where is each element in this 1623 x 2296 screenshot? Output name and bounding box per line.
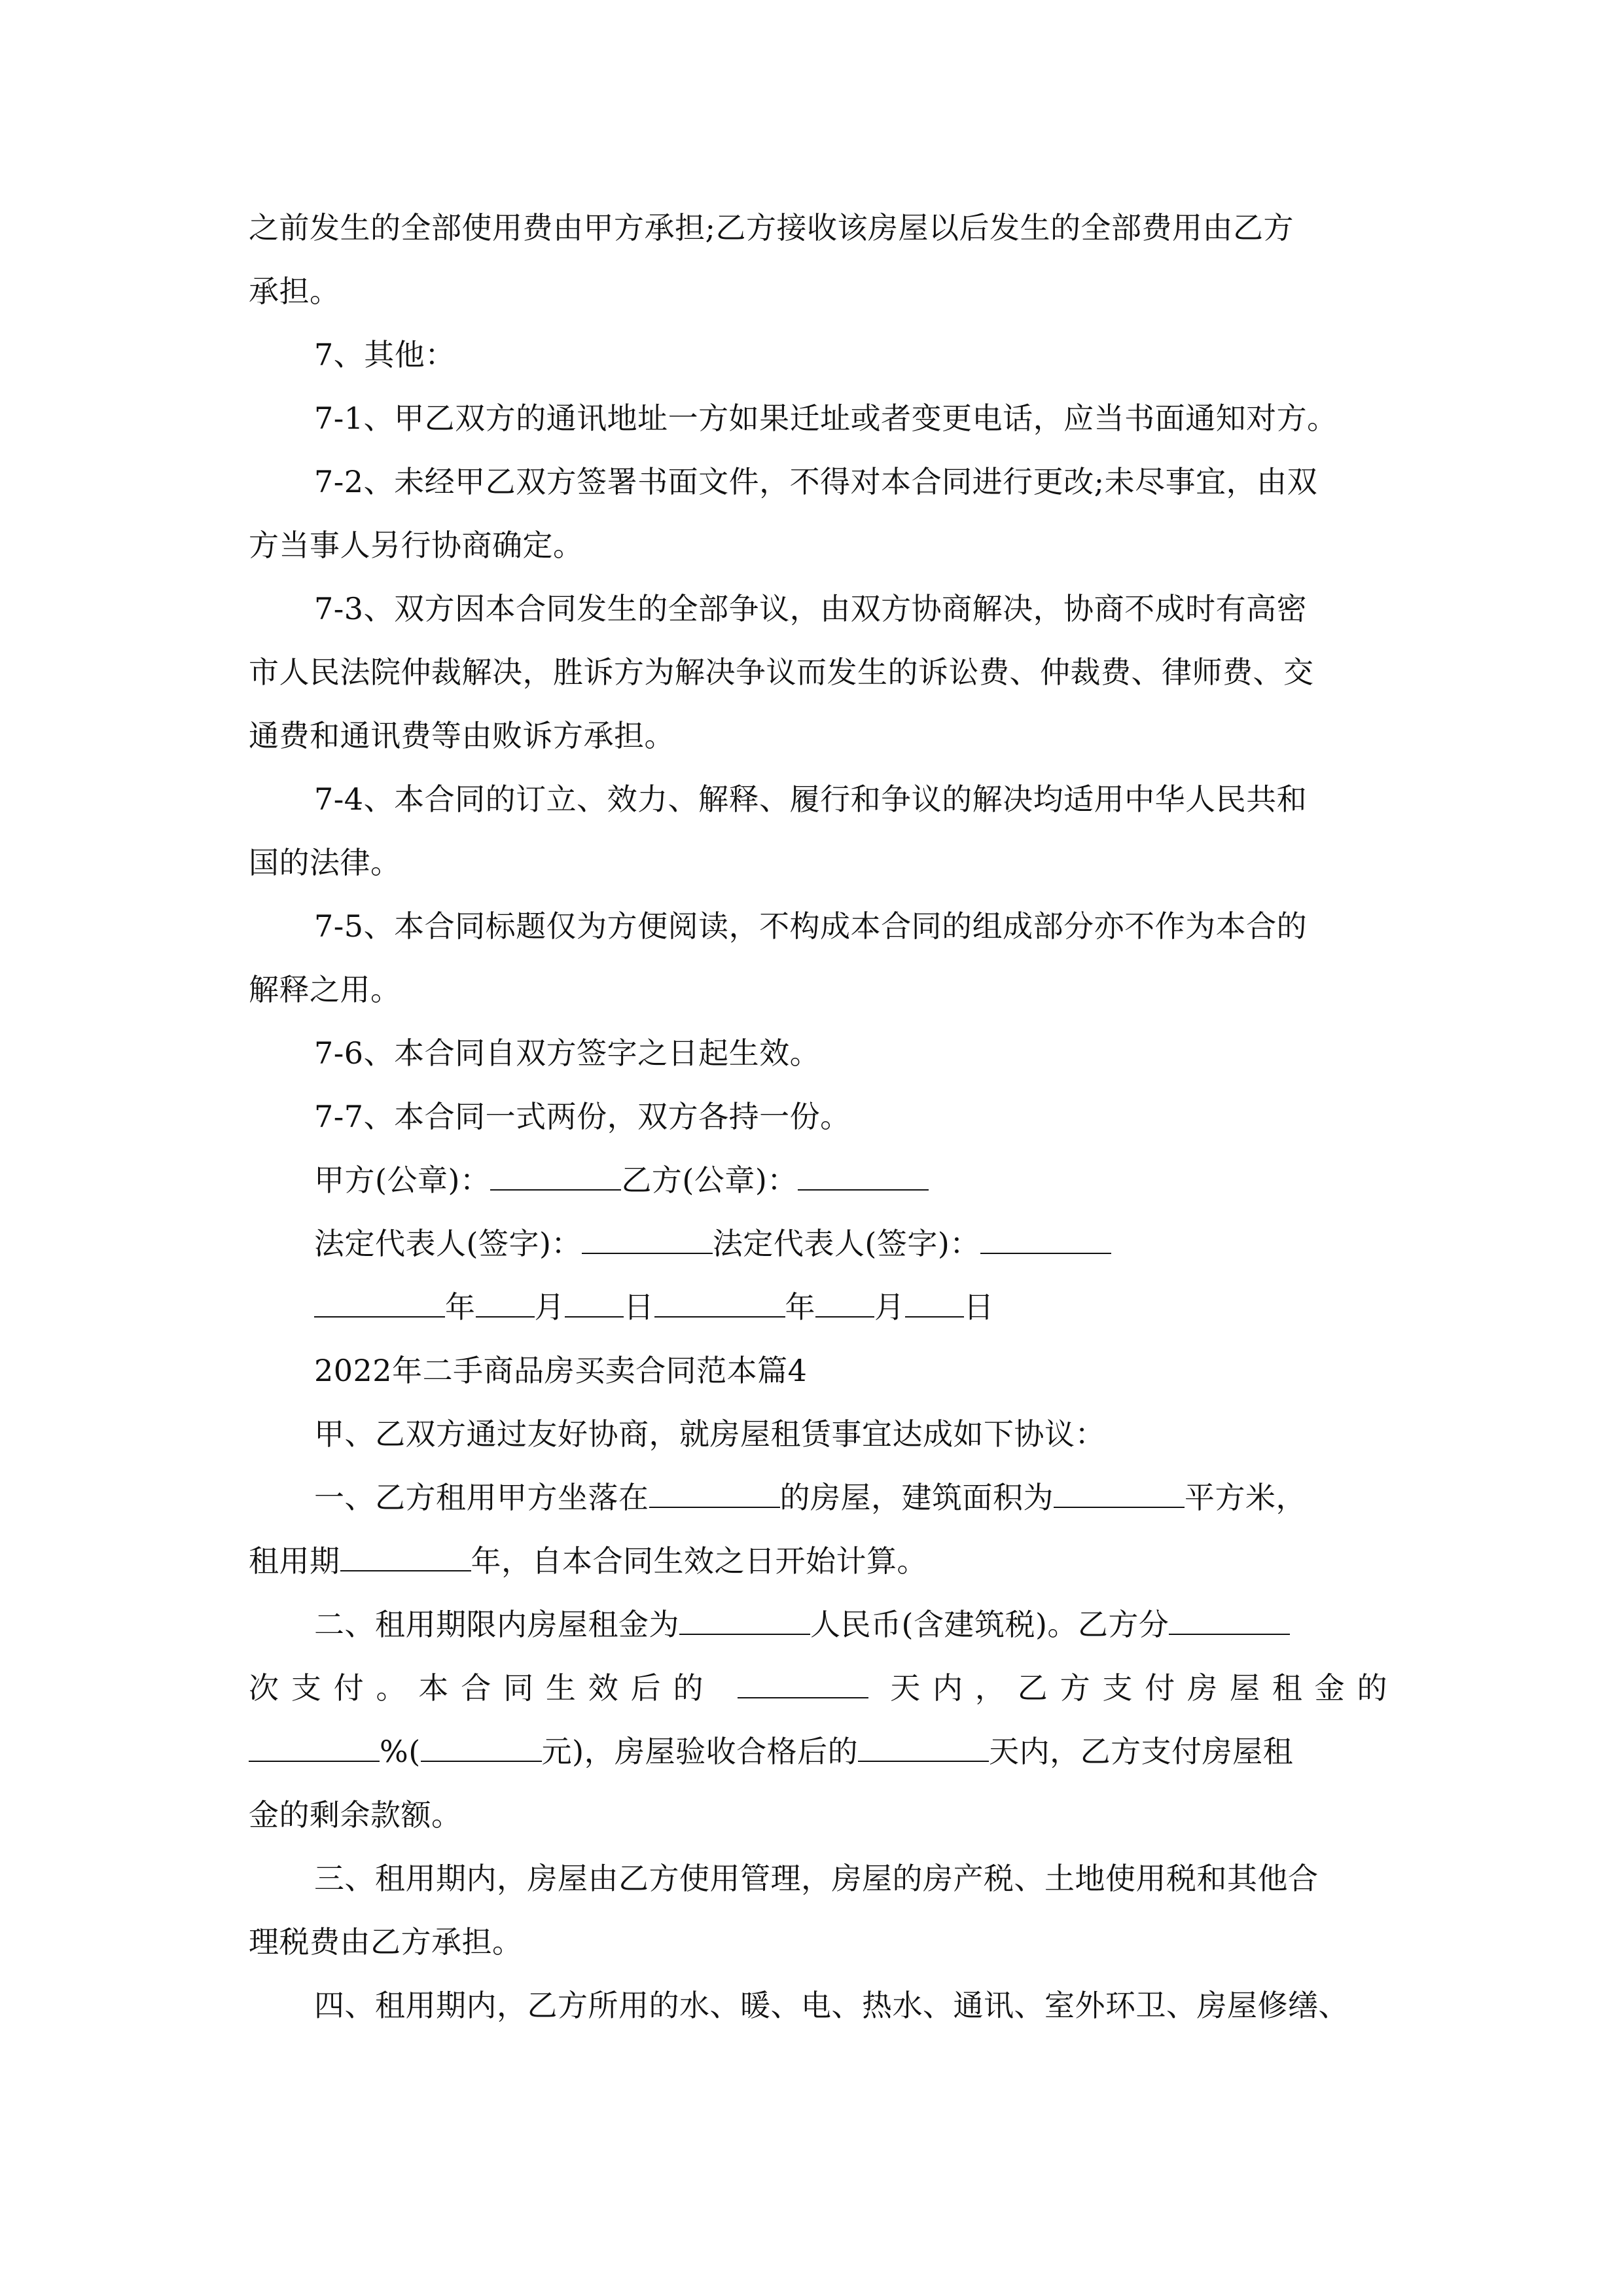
year-blank[interactable] <box>654 1290 785 1318</box>
party-b-seal-blank[interactable] <box>798 1163 929 1191</box>
year-label: 年 <box>785 1289 815 1325</box>
clause-1-line <box>249 1530 1387 1593</box>
clause-2-line <box>249 1593 1387 1657</box>
clause-text: %( <box>380 1734 421 1769</box>
clause-text: 年，自本合同生效之日开始计算。 <box>471 1543 927 1579</box>
rent-amount-blank[interactable] <box>679 1607 810 1635</box>
term-years-blank[interactable] <box>340 1544 471 1571</box>
month-label: 月 <box>874 1289 905 1325</box>
paragraph-line: 7-6、本合同自双方签字之日起生效。 <box>314 1035 821 1071</box>
yuan-blank[interactable] <box>421 1734 542 1762</box>
percent-blank[interactable] <box>249 1734 380 1762</box>
clause-2-line: 金的剩余款额。 <box>249 1797 462 1833</box>
month-label: 月 <box>534 1289 565 1325</box>
days-blank[interactable] <box>738 1671 868 1698</box>
month-blank[interactable] <box>476 1290 535 1318</box>
clause-1-line <box>249 1466 1387 1530</box>
clause-text: 的房屋，建筑面积为 <box>779 1480 1054 1515</box>
clause-text: 天内，乙方支付房屋租 <box>989 1734 1294 1769</box>
clause-text: 人民币(含建筑税)。乙方分 <box>810 1607 1169 1642</box>
party-a-rep-label: 法定代表人(签字)： <box>314 1226 582 1261</box>
signature-date-line <box>249 1276 1387 1339</box>
party-a-seal-blank[interactable] <box>490 1163 621 1191</box>
party-a-rep-blank[interactable] <box>582 1227 713 1254</box>
paragraph-line: 7-7、本合同一式两份，双方各持一份。 <box>314 1099 851 1134</box>
paragraph-line: 国的法律。 <box>249 845 401 880</box>
clause-3-line: 理税费由乙方承担。 <box>249 1924 523 1960</box>
paragraph-line: 承担。 <box>249 274 340 309</box>
paragraph-line: 通费和通讯费等由败诉方承担。 <box>249 718 675 753</box>
clause-2-line <box>249 1720 1387 1784</box>
party-b-rep-blank[interactable] <box>980 1227 1111 1254</box>
day-label: 日 <box>963 1289 994 1325</box>
year-label: 年 <box>445 1289 476 1325</box>
party-b-rep-label: 法定代表人(签字)： <box>712 1226 980 1261</box>
paragraph-line: 解释之用。 <box>249 972 401 1007</box>
paragraph-line: 7-1、甲乙双方的通讯地址一方如果迁址或者变更电话，应当书面通知对方。 <box>314 401 1338 436</box>
signature-rep-line <box>249 1212 1387 1276</box>
section-heading: 7、其他： <box>314 337 455 372</box>
party-a-seal-label: 甲方(公章)： <box>314 1162 491 1198</box>
days-after-inspection-blank[interactable] <box>858 1734 989 1762</box>
paragraph-line: 7-5、本合同标题仅为方便阅读，不构成本合同的组成部分亦不作为本合的 <box>314 908 1308 944</box>
clause-text: 租用期 <box>249 1543 340 1579</box>
clause-text: 元)，房屋验收合格后的 <box>541 1734 859 1769</box>
section-title: 2022年二手商品房买卖合同范本篇4 <box>314 1353 808 1388</box>
day-blank[interactable] <box>905 1290 964 1318</box>
clause-text: 次支付。本合同生效后的 <box>249 1670 716 1706</box>
paragraph-line: 7-4、本合同的订立、效力、解释、履行和争议的解决均适用中华人民共和 <box>314 781 1308 817</box>
installments-blank[interactable] <box>1169 1607 1290 1635</box>
clause-text: 天内，乙方支付房屋租金的 <box>890 1670 1387 1706</box>
signature-seal-line <box>249 1149 1387 1212</box>
area-blank[interactable] <box>1054 1480 1185 1508</box>
paragraph-line: 之前发生的全部使用费由甲方承担;乙方接收该房屋以后发生的全部费用由乙方 <box>249 210 1294 245</box>
clause-text: 二、租用期限内房屋租金为 <box>314 1607 679 1642</box>
paragraph-line: 方当事人另行协商确定。 <box>249 528 584 563</box>
paragraph-line: 7-2、未经甲乙双方签署书面文件，不得对本合同进行更改;未尽事宜，由双 <box>314 464 1318 499</box>
month-blank[interactable] <box>815 1290 874 1318</box>
clause-4-line: 四、租用期内，乙方所用的水、暖、电、热水、通讯、室外环卫、房屋修缮、 <box>314 1988 1349 2023</box>
day-blank[interactable] <box>565 1290 624 1318</box>
paragraph-line: 7-3、双方因本合同发生的全部争议，由双方协商解决，协商不成时有高密 <box>314 591 1308 626</box>
paragraph-line: 市人民法院仲裁解决，胜诉方为解决争议而发生的诉讼费、仲裁费、律师费、交 <box>249 655 1314 690</box>
clause-3-line: 三、租用期内，房屋由乙方使用管理，房屋的房产税、土地使用税和其他合 <box>314 1861 1319 1896</box>
clause-2-line <box>249 1657 1387 1720</box>
party-b-seal-label: 乙方(公章)： <box>621 1162 798 1198</box>
document-body <box>249 196 1387 2037</box>
year-blank[interactable] <box>314 1290 445 1318</box>
intro-line: 甲、乙双方通过友好协商，就房屋租赁事宜达成如下协议： <box>314 1416 1105 1452</box>
clause-text: 一、乙方租用甲方坐落在 <box>314 1480 649 1515</box>
day-label: 日 <box>624 1289 654 1325</box>
location-blank[interactable] <box>649 1480 780 1508</box>
clause-text: 平方米， <box>1185 1480 1306 1515</box>
